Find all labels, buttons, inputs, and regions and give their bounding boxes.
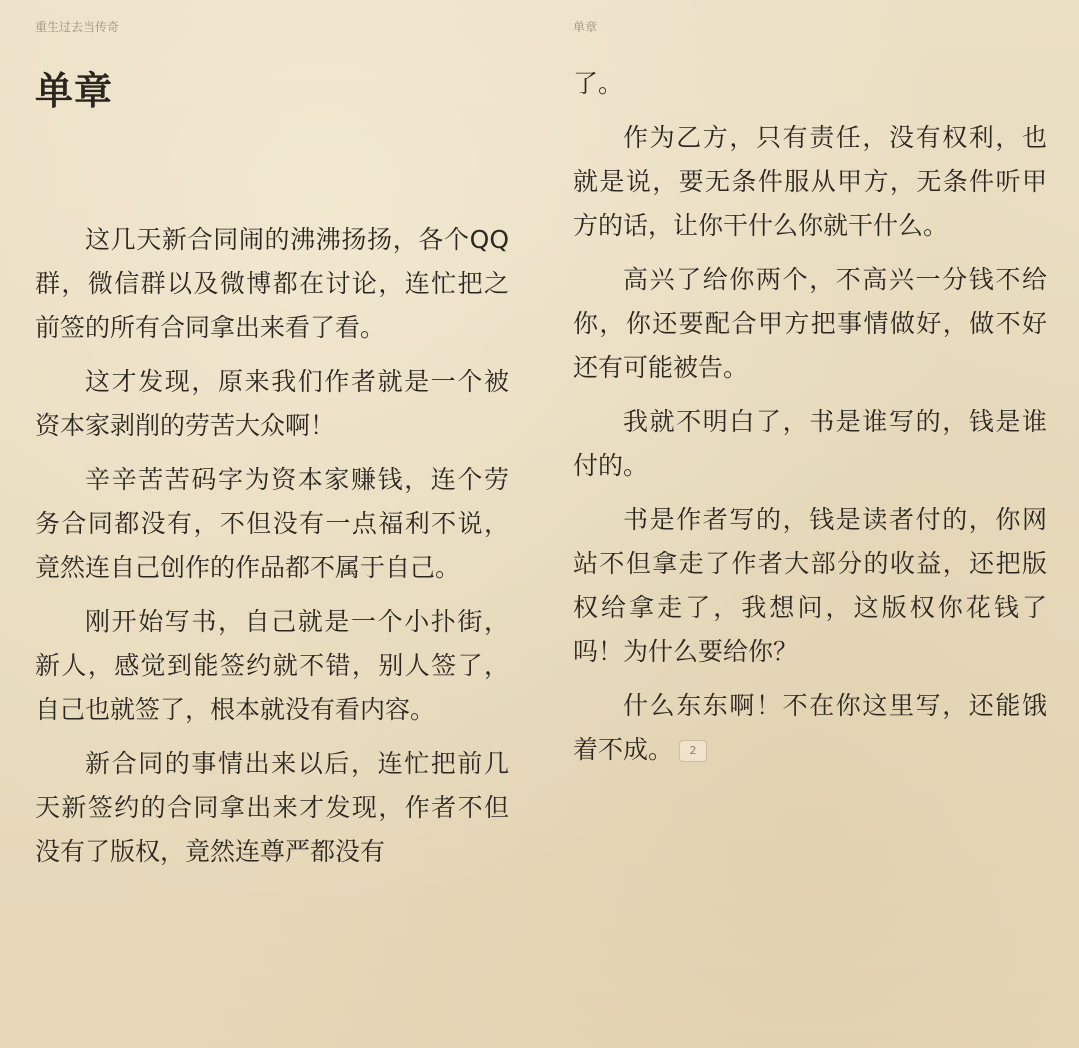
- right-page-text: [573, 62, 1047, 782]
- right-page[interactable]: [540, 0, 1079, 1048]
- paragraph: 我就不明白了，书是谁写的，钱是谁付的。: [573, 407, 1047, 480]
- paragraph: 辛辛苦苦码字为资本家赚钱，连个劳务合同都没有，不但没有一点福利不说，竟然连自己创作的作品都不属于自己。: [35, 465, 509, 582]
- paragraph: 这几天新合同闹的沸沸扬扬，各个QQ群，微信群以及微博都在讨论，连忙把之前签的所有合同拿出来看了看。: [35, 225, 509, 342]
- paragraph: 刚开始写书，自己就是一个小扑街，新人，感觉到能签约就不错，别人签了，自己也就签了，根本就没有看内容。: [35, 607, 509, 724]
- annotation-badge-icon[interactable]: 2: [679, 740, 707, 762]
- paragraph-last-text: 什么东东啊！不在你这里写，还能饿着不成。: [573, 691, 1047, 764]
- left-page-text: [35, 218, 509, 884]
- paragraph: 新合同的事情出来以后，连忙把前几天新签约的合同拿出来才发现，作者不但没有了版权，竟然连尊严都没有: [35, 749, 509, 866]
- paragraph: 高兴了给你两个，不高兴一分钱不给你，你还要配合甲方把事情做好，做不好还有可能被告。: [573, 265, 1047, 382]
- book-title-header: 重生过去当传奇: [35, 20, 120, 34]
- paragraph-last: [573, 684, 1047, 772]
- paragraph: 书是作者写的，钱是读者付的，你网站不但拿走了作者大部分的收益，还把版权给拿走了，我想问，这版权你花钱了吗！为什么要给你？: [573, 505, 1047, 666]
- paragraph-continuation: 了。: [573, 69, 624, 98]
- paragraph: 作为乙方，只有责任，没有权利，也就是说，要无条件服从甲方，无条件听甲方的话，让你干什么你就干什么。: [573, 123, 1047, 240]
- chapter-header: 单章: [573, 20, 598, 34]
- paragraph: 这才发现，原来我们作者就是一个被资本家剥削的劳苦大众啊！: [35, 367, 509, 440]
- chapter-title: 单章: [35, 69, 114, 113]
